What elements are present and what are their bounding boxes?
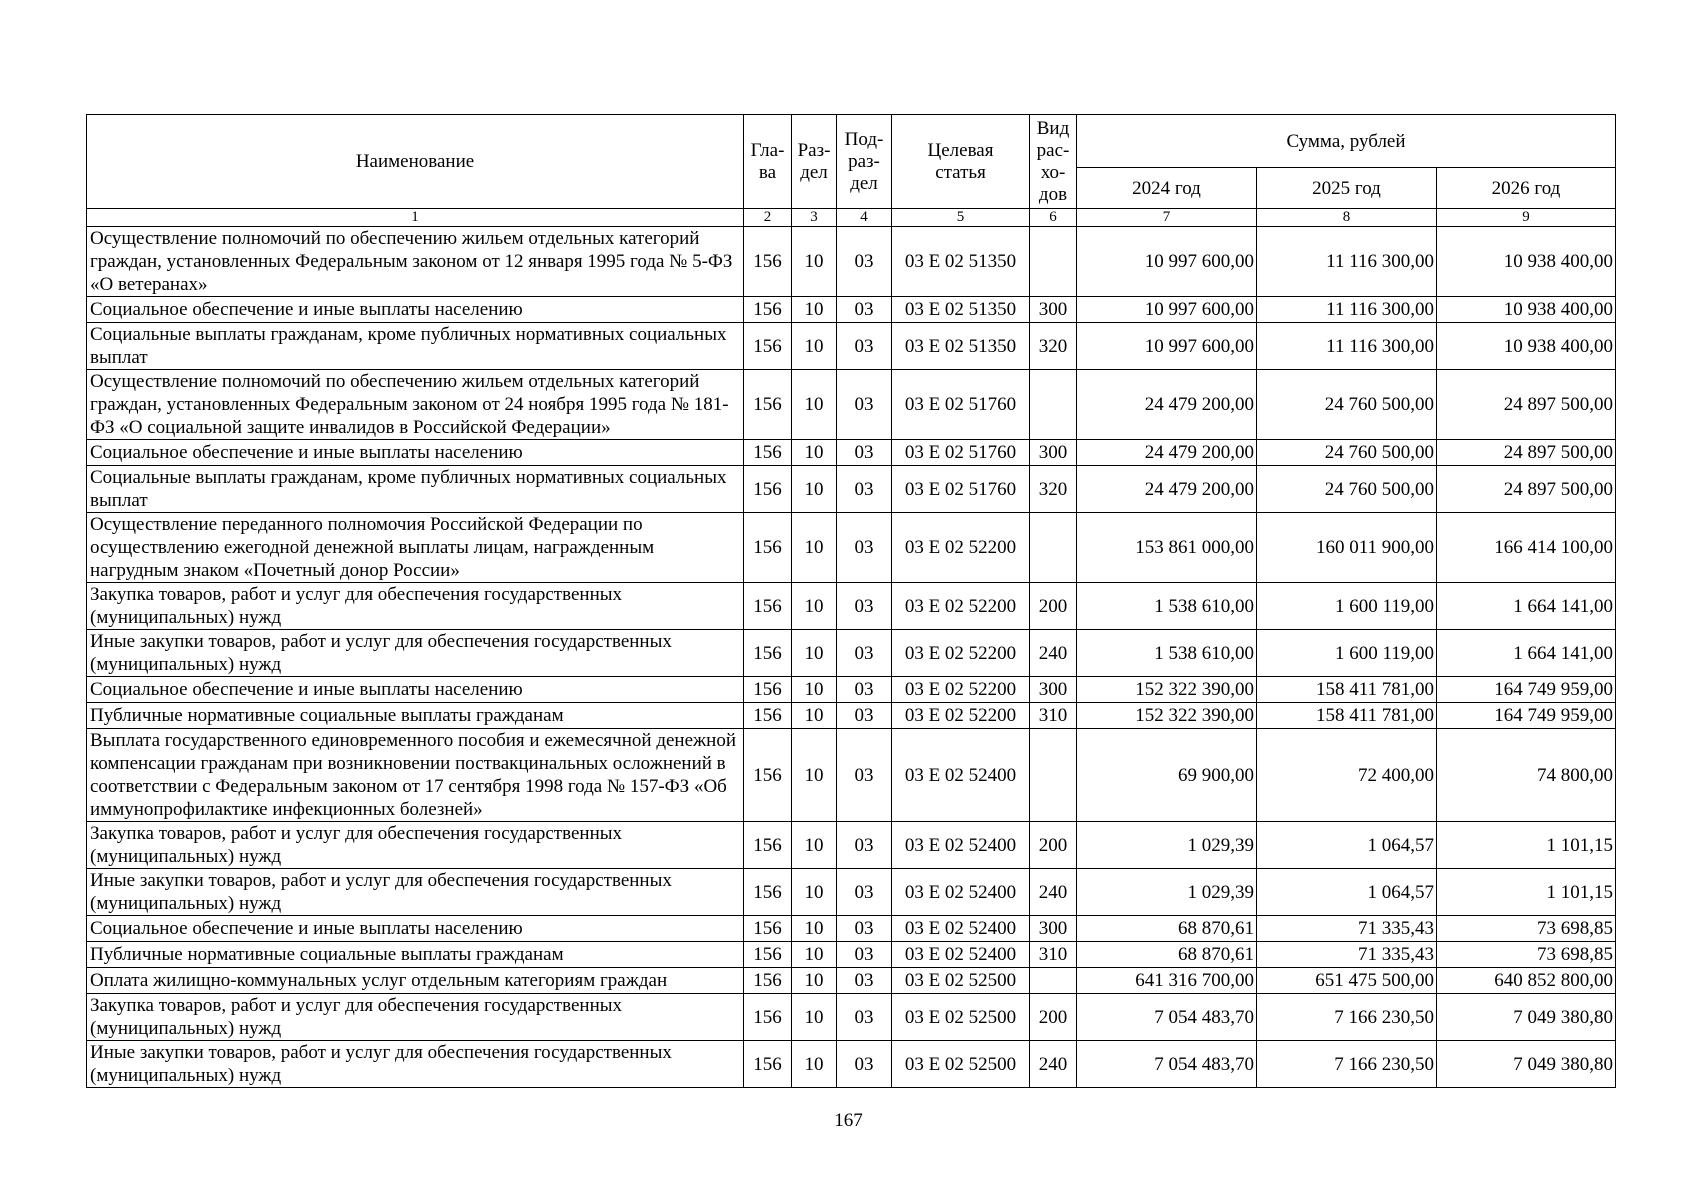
row-podrazdel: 03 bbox=[837, 942, 892, 968]
row-sum-2024: 152 322 390,00 bbox=[1077, 677, 1257, 703]
table-row bbox=[87, 968, 1616, 994]
row-razdel: 10 bbox=[792, 466, 837, 513]
row-sum-2025: 71 335,43 bbox=[1257, 942, 1437, 968]
row-name: Оплата жилищно-коммунальных услуг отдельным категориям граждан bbox=[87, 968, 744, 994]
row-celevaya-statya: 03 Е 02 52400 bbox=[892, 729, 1030, 822]
row-name: Иные закупки товаров, работ и услуг для обеспечения государственных (муниципальных) нужд bbox=[87, 869, 744, 916]
row-sum-2025: 7 166 230,50 bbox=[1257, 1041, 1437, 1088]
table-header bbox=[87, 115, 1616, 227]
row-sum-2025: 11 116 300,00 bbox=[1257, 297, 1437, 323]
row-glava: 156 bbox=[744, 513, 792, 583]
row-sum-2024: 69 900,00 bbox=[1077, 729, 1257, 822]
row-sum-2024: 68 870,61 bbox=[1077, 942, 1257, 968]
row-podrazdel: 03 bbox=[837, 869, 892, 916]
row-podrazdel: 03 bbox=[837, 583, 892, 630]
row-podrazdel: 03 bbox=[837, 729, 892, 822]
row-vid-rashodov bbox=[1030, 729, 1077, 822]
row-razdel: 10 bbox=[792, 822, 837, 869]
row-vid-rashodov: 200 bbox=[1030, 822, 1077, 869]
row-glava: 156 bbox=[744, 869, 792, 916]
row-sum-2024: 641 316 700,00 bbox=[1077, 968, 1257, 994]
header-razdel: Раз- дел bbox=[792, 115, 837, 209]
row-sum-2026: 640 852 800,00 bbox=[1437, 968, 1616, 994]
row-razdel: 10 bbox=[792, 994, 837, 1041]
row-celevaya-statya: 03 Е 02 51760 bbox=[892, 440, 1030, 466]
row-vid-rashodov bbox=[1030, 513, 1077, 583]
row-name: Закупка товаров, работ и услуг для обеспечения государственных (муниципальных) нужд bbox=[87, 994, 744, 1041]
row-glava: 156 bbox=[744, 466, 792, 513]
table-row bbox=[87, 822, 1616, 869]
row-sum-2026: 164 749 959,00 bbox=[1437, 677, 1616, 703]
row-glava: 156 bbox=[744, 942, 792, 968]
row-sum-2024: 1 538 610,00 bbox=[1077, 583, 1257, 630]
row-podrazdel: 03 bbox=[837, 677, 892, 703]
row-sum-2025: 72 400,00 bbox=[1257, 729, 1437, 822]
row-glava: 156 bbox=[744, 583, 792, 630]
row-sum-2024: 152 322 390,00 bbox=[1077, 703, 1257, 729]
row-name: Осуществление переданного полномочия Российской Федерации по осуществлению ежегодной денежной выплаты лицам, награжденным нагрудным знаком «Почетный донор России» bbox=[87, 513, 744, 583]
column-number: 2 bbox=[744, 209, 792, 227]
row-vid-rashodov: 320 bbox=[1030, 323, 1077, 370]
row-vid-rashodov: 240 bbox=[1030, 1041, 1077, 1088]
row-name: Иные закупки товаров, работ и услуг для обеспечения государственных (муниципальных) нужд bbox=[87, 1041, 744, 1088]
row-glava: 156 bbox=[744, 677, 792, 703]
row-sum-2025: 158 411 781,00 bbox=[1257, 703, 1437, 729]
row-name: Социальное обеспечение и иные выплаты населению bbox=[87, 916, 744, 942]
row-vid-rashodov: 240 bbox=[1030, 869, 1077, 916]
row-razdel: 10 bbox=[792, 968, 837, 994]
row-vid-rashodov: 300 bbox=[1030, 916, 1077, 942]
row-celevaya-statya: 03 Е 02 52500 bbox=[892, 968, 1030, 994]
row-razdel: 10 bbox=[792, 440, 837, 466]
header-year-2024: 2024 год bbox=[1077, 168, 1257, 209]
row-podrazdel: 03 bbox=[837, 297, 892, 323]
row-glava: 156 bbox=[744, 994, 792, 1041]
column-number-row bbox=[87, 209, 1616, 227]
row-sum-2024: 24 479 200,00 bbox=[1077, 440, 1257, 466]
row-sum-2025: 24 760 500,00 bbox=[1257, 370, 1437, 440]
row-celevaya-statya: 03 Е 02 52200 bbox=[892, 630, 1030, 677]
row-sum-2026: 1 101,15 bbox=[1437, 822, 1616, 869]
row-celevaya-statya: 03 Е 02 52200 bbox=[892, 703, 1030, 729]
column-number: 9 bbox=[1437, 209, 1616, 227]
row-razdel: 10 bbox=[792, 916, 837, 942]
row-sum-2026: 166 414 100,00 bbox=[1437, 513, 1616, 583]
column-number: 8 bbox=[1257, 209, 1437, 227]
row-sum-2024: 1 029,39 bbox=[1077, 869, 1257, 916]
row-name: Социальные выплаты гражданам, кроме публичных нормативных социальных выплат bbox=[87, 466, 744, 513]
row-sum-2025: 24 760 500,00 bbox=[1257, 466, 1437, 513]
row-name: Закупка товаров, работ и услуг для обеспечения государственных (муниципальных) нужд bbox=[87, 822, 744, 869]
row-razdel: 10 bbox=[792, 1041, 837, 1088]
row-sum-2025: 651 475 500,00 bbox=[1257, 968, 1437, 994]
row-celevaya-statya: 03 Е 02 51350 bbox=[892, 227, 1030, 297]
column-number: 7 bbox=[1077, 209, 1257, 227]
row-razdel: 10 bbox=[792, 583, 837, 630]
row-vid-rashodov bbox=[1030, 370, 1077, 440]
row-glava: 156 bbox=[744, 630, 792, 677]
row-celevaya-statya: 03 Е 02 52200 bbox=[892, 513, 1030, 583]
row-sum-2024: 68 870,61 bbox=[1077, 916, 1257, 942]
row-sum-2026: 24 897 500,00 bbox=[1437, 440, 1616, 466]
table-row bbox=[87, 916, 1616, 942]
row-celevaya-statya: 03 Е 02 52500 bbox=[892, 994, 1030, 1041]
row-sum-2026: 24 897 500,00 bbox=[1437, 466, 1616, 513]
header-glava: Гла- ва bbox=[744, 115, 792, 209]
row-sum-2024: 1 538 610,00 bbox=[1077, 630, 1257, 677]
row-podrazdel: 03 bbox=[837, 916, 892, 942]
row-glava: 156 bbox=[744, 916, 792, 942]
row-sum-2024: 7 054 483,70 bbox=[1077, 1041, 1257, 1088]
row-podrazdel: 03 bbox=[837, 323, 892, 370]
header-summa: Сумма, рублей bbox=[1077, 115, 1616, 168]
row-razdel: 10 bbox=[792, 370, 837, 440]
row-sum-2024: 153 861 000,00 bbox=[1077, 513, 1257, 583]
column-number: 1 bbox=[87, 209, 744, 227]
row-sum-2025: 71 335,43 bbox=[1257, 916, 1437, 942]
row-vid-rashodov: 300 bbox=[1030, 677, 1077, 703]
table-row bbox=[87, 440, 1616, 466]
row-sum-2026: 24 897 500,00 bbox=[1437, 370, 1616, 440]
row-sum-2026: 1 101,15 bbox=[1437, 869, 1616, 916]
budget-table bbox=[86, 114, 1616, 1088]
row-vid-rashodov: 310 bbox=[1030, 942, 1077, 968]
row-sum-2026: 164 749 959,00 bbox=[1437, 703, 1616, 729]
row-sum-2026: 10 938 400,00 bbox=[1437, 297, 1616, 323]
table-row bbox=[87, 994, 1616, 1041]
row-sum-2024: 10 997 600,00 bbox=[1077, 323, 1257, 370]
row-razdel: 10 bbox=[792, 630, 837, 677]
row-celevaya-statya: 03 Е 02 52400 bbox=[892, 869, 1030, 916]
row-celevaya-statya: 03 Е 02 52400 bbox=[892, 822, 1030, 869]
row-razdel: 10 bbox=[792, 869, 837, 916]
row-sum-2024: 24 479 200,00 bbox=[1077, 370, 1257, 440]
table-row bbox=[87, 227, 1616, 297]
row-name: Закупка товаров, работ и услуг для обеспечения государственных (муниципальных) нужд bbox=[87, 583, 744, 630]
row-podrazdel: 03 bbox=[837, 703, 892, 729]
row-sum-2024: 10 997 600,00 bbox=[1077, 297, 1257, 323]
row-podrazdel: 03 bbox=[837, 227, 892, 297]
row-sum-2025: 11 116 300,00 bbox=[1257, 227, 1437, 297]
row-glava: 156 bbox=[744, 297, 792, 323]
row-sum-2026: 7 049 380,80 bbox=[1437, 1041, 1616, 1088]
row-vid-rashodov bbox=[1030, 227, 1077, 297]
header-podrazdel: Под- раз- дел bbox=[837, 115, 892, 209]
row-sum-2025: 1 064,57 bbox=[1257, 869, 1437, 916]
row-podrazdel: 03 bbox=[837, 466, 892, 513]
row-vid-rashodov bbox=[1030, 968, 1077, 994]
row-sum-2025: 7 166 230,50 bbox=[1257, 994, 1437, 1041]
row-name: Социальное обеспечение и иные выплаты населению bbox=[87, 440, 744, 466]
table-row bbox=[87, 583, 1616, 630]
table-row bbox=[87, 1041, 1616, 1088]
row-podrazdel: 03 bbox=[837, 822, 892, 869]
column-number: 5 bbox=[892, 209, 1030, 227]
row-celevaya-statya: 03 Е 02 52200 bbox=[892, 583, 1030, 630]
table-body bbox=[87, 227, 1616, 1088]
row-celevaya-statya: 03 Е 02 52200 bbox=[892, 677, 1030, 703]
row-sum-2026: 73 698,85 bbox=[1437, 916, 1616, 942]
table-row bbox=[87, 513, 1616, 583]
row-sum-2025: 1 064,57 bbox=[1257, 822, 1437, 869]
row-celevaya-statya: 03 Е 02 51760 bbox=[892, 370, 1030, 440]
row-razdel: 10 bbox=[792, 703, 837, 729]
row-name: Иные закупки товаров, работ и услуг для обеспечения государственных (муниципальных) нужд bbox=[87, 630, 744, 677]
row-razdel: 10 bbox=[792, 942, 837, 968]
row-glava: 156 bbox=[744, 323, 792, 370]
column-number: 4 bbox=[837, 209, 892, 227]
row-glava: 156 bbox=[744, 227, 792, 297]
row-razdel: 10 bbox=[792, 729, 837, 822]
table-row bbox=[87, 630, 1616, 677]
row-sum-2026: 1 664 141,00 bbox=[1437, 630, 1616, 677]
row-razdel: 10 bbox=[792, 297, 837, 323]
row-name: Публичные нормативные социальные выплаты гражданам bbox=[87, 703, 744, 729]
table-row bbox=[87, 703, 1616, 729]
row-podrazdel: 03 bbox=[837, 968, 892, 994]
row-sum-2024: 1 029,39 bbox=[1077, 822, 1257, 869]
row-sum-2026: 1 664 141,00 bbox=[1437, 583, 1616, 630]
row-podrazdel: 03 bbox=[837, 370, 892, 440]
header-year-2025: 2025 год bbox=[1257, 168, 1437, 209]
row-celevaya-statya: 03 Е 02 51760 bbox=[892, 466, 1030, 513]
row-glava: 156 bbox=[744, 1041, 792, 1088]
row-glava: 156 bbox=[744, 370, 792, 440]
row-name: Социальное обеспечение и иные выплаты населению bbox=[87, 297, 744, 323]
row-name: Осуществление полномочий по обеспечению жильем отдельных категорий граждан, установленных Федеральным законом от 24 ноября 1995 года № 181-ФЗ «О социальной защите инвалидов в Российской Федерации» bbox=[87, 370, 744, 440]
row-sum-2024: 7 054 483,70 bbox=[1077, 994, 1257, 1041]
row-glava: 156 bbox=[744, 822, 792, 869]
row-sum-2024: 10 997 600,00 bbox=[1077, 227, 1257, 297]
row-vid-rashodov: 200 bbox=[1030, 583, 1077, 630]
row-podrazdel: 03 bbox=[837, 440, 892, 466]
table-row bbox=[87, 370, 1616, 440]
row-podrazdel: 03 bbox=[837, 1041, 892, 1088]
row-sum-2026: 73 698,85 bbox=[1437, 942, 1616, 968]
row-vid-rashodov: 320 bbox=[1030, 466, 1077, 513]
row-vid-rashodov: 310 bbox=[1030, 703, 1077, 729]
row-name: Социальные выплаты гражданам, кроме публичных нормативных социальных выплат bbox=[87, 323, 744, 370]
row-podrazdel: 03 bbox=[837, 513, 892, 583]
row-celevaya-statya: 03 Е 02 51350 bbox=[892, 323, 1030, 370]
row-vid-rashodov: 300 bbox=[1030, 440, 1077, 466]
row-glava: 156 bbox=[744, 703, 792, 729]
table-row bbox=[87, 323, 1616, 370]
row-razdel: 10 bbox=[792, 227, 837, 297]
row-razdel: 10 bbox=[792, 323, 837, 370]
header-year-2026: 2026 год bbox=[1437, 168, 1616, 209]
column-number: 6 bbox=[1030, 209, 1077, 227]
table-row bbox=[87, 677, 1616, 703]
row-celevaya-statya: 03 Е 02 51350 bbox=[892, 297, 1030, 323]
row-sum-2025: 160 011 900,00 bbox=[1257, 513, 1437, 583]
row-celevaya-statya: 03 Е 02 52400 bbox=[892, 942, 1030, 968]
row-vid-rashodov: 240 bbox=[1030, 630, 1077, 677]
row-vid-rashodov: 300 bbox=[1030, 297, 1077, 323]
column-number: 3 bbox=[792, 209, 837, 227]
header-name: Наименование bbox=[87, 115, 744, 209]
row-glava: 156 bbox=[744, 729, 792, 822]
row-sum-2026: 74 800,00 bbox=[1437, 729, 1616, 822]
row-name: Выплата государственного единовременного пособия и ежемесячной денежной компенсации гражданам при возникновении поствакцинальных осложнений в соответствии с Федеральным законом от 17 сентября 1998 года № 157-ФЗ «Об иммунопрофилактике инфекционных болезней» bbox=[87, 729, 744, 822]
table-row bbox=[87, 297, 1616, 323]
header-celevaya-statya: Целевая статья bbox=[892, 115, 1030, 209]
row-sum-2025: 1 600 119,00 bbox=[1257, 630, 1437, 677]
row-celevaya-statya: 03 Е 02 52500 bbox=[892, 1041, 1030, 1088]
page-number: 167 bbox=[834, 1110, 863, 1131]
row-name: Социальное обеспечение и иные выплаты населению bbox=[87, 677, 744, 703]
row-razdel: 10 bbox=[792, 513, 837, 583]
row-podrazdel: 03 bbox=[837, 630, 892, 677]
row-sum-2026: 7 049 380,80 bbox=[1437, 994, 1616, 1041]
table-row bbox=[87, 729, 1616, 822]
row-podrazdel: 03 bbox=[837, 994, 892, 1041]
row-sum-2025: 158 411 781,00 bbox=[1257, 677, 1437, 703]
row-sum-2025: 24 760 500,00 bbox=[1257, 440, 1437, 466]
row-sum-2026: 10 938 400,00 bbox=[1437, 323, 1616, 370]
row-name: Публичные нормативные социальные выплаты гражданам bbox=[87, 942, 744, 968]
table-row bbox=[87, 869, 1616, 916]
row-sum-2026: 10 938 400,00 bbox=[1437, 227, 1616, 297]
row-name: Осуществление полномочий по обеспечению жильем отдельных категорий граждан, установленных Федеральным законом от 12 января 1995 года № 5-ФЗ «О ветеранах» bbox=[87, 227, 744, 297]
row-celevaya-statya: 03 Е 02 52400 bbox=[892, 916, 1030, 942]
table-row bbox=[87, 942, 1616, 968]
header-vid-rashodov: Вид рас- хо- дов bbox=[1030, 115, 1077, 209]
row-sum-2025: 1 600 119,00 bbox=[1257, 583, 1437, 630]
row-glava: 156 bbox=[744, 968, 792, 994]
row-razdel: 10 bbox=[792, 677, 837, 703]
row-sum-2024: 24 479 200,00 bbox=[1077, 466, 1257, 513]
table-row bbox=[87, 466, 1616, 513]
row-glava: 156 bbox=[744, 440, 792, 466]
row-vid-rashodov: 200 bbox=[1030, 994, 1077, 1041]
row-sum-2025: 11 116 300,00 bbox=[1257, 323, 1437, 370]
